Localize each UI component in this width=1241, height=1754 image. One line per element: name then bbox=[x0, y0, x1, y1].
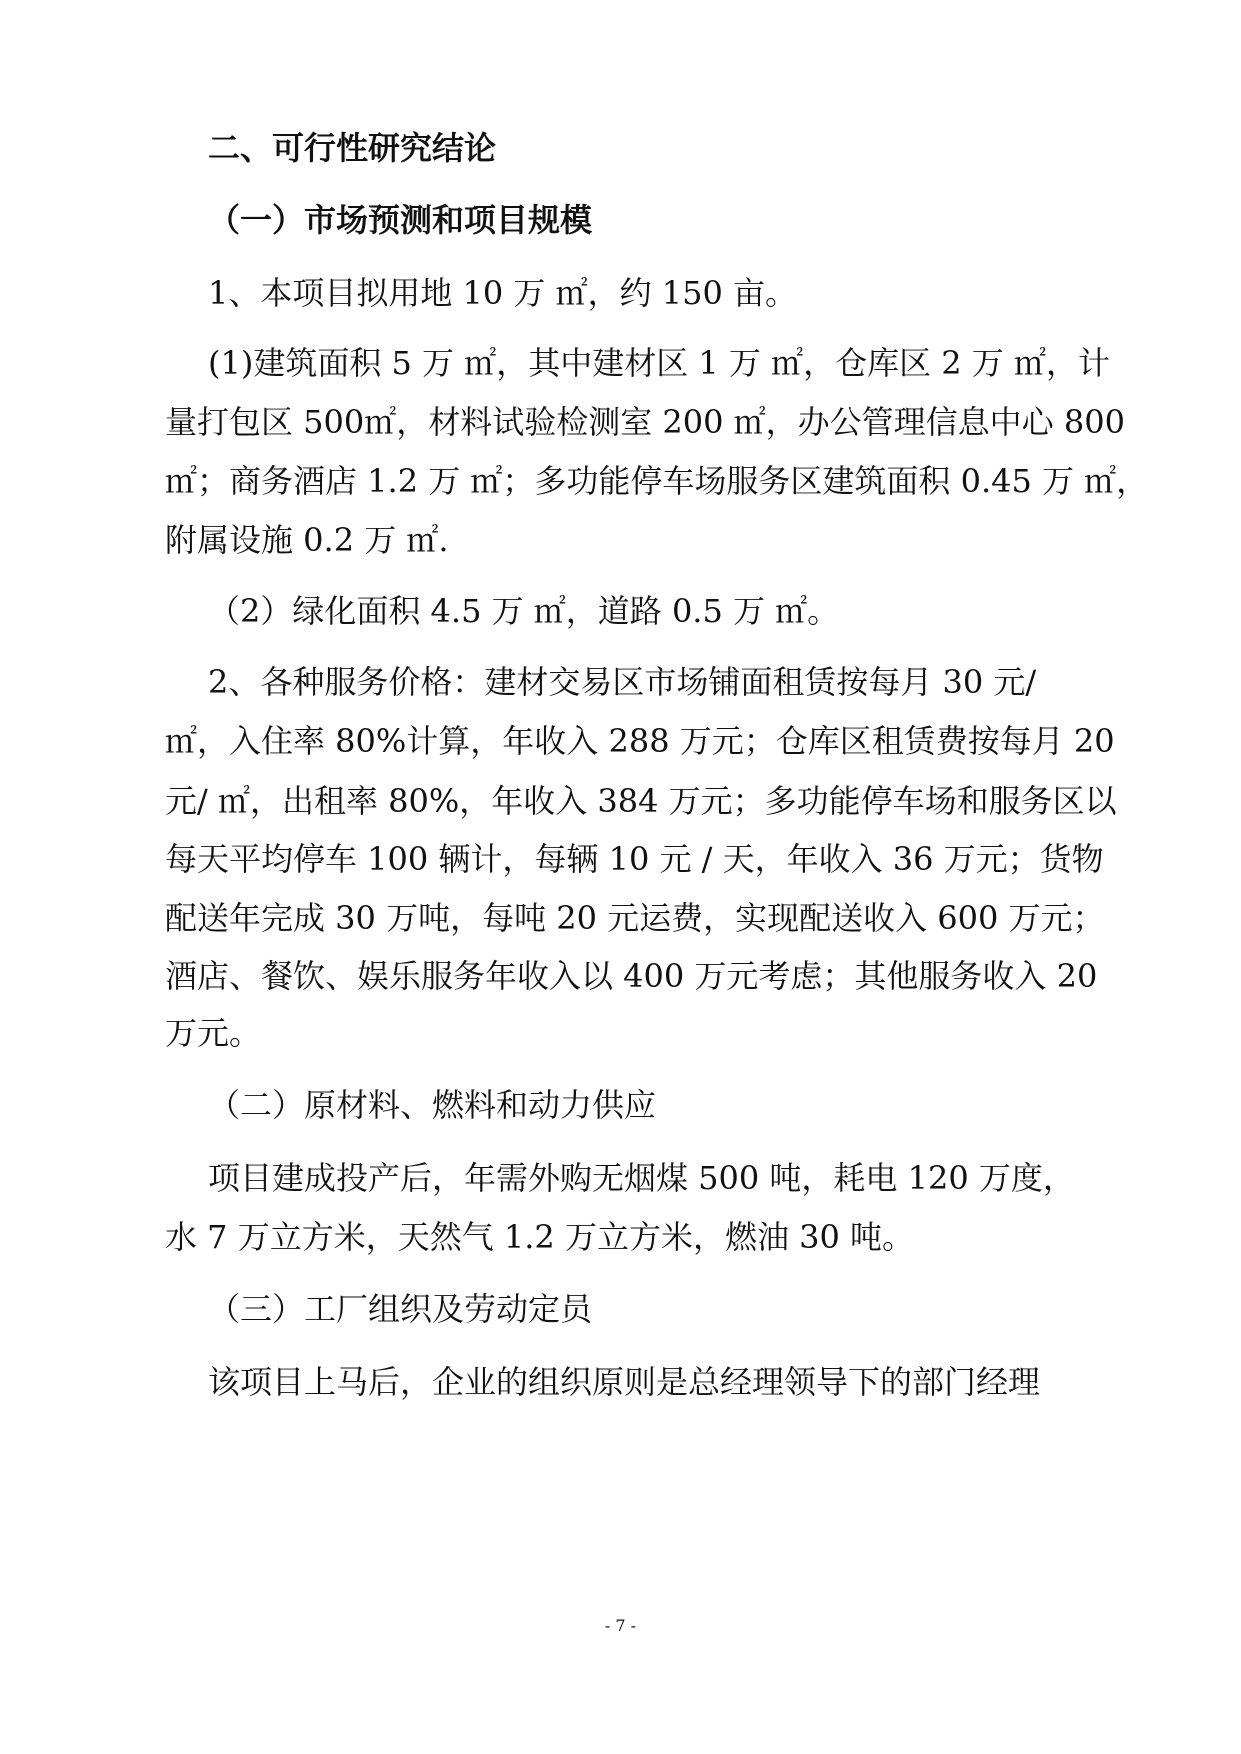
paragraph-line: (1)建筑面积 5 万 ㎡，其中建材区 1 万 ㎡，仓库区 2 万 ㎡，计 bbox=[208, 344, 1110, 382]
section-heading: 二、可行性研究结论 bbox=[208, 129, 497, 167]
paragraph-line: 万元。 bbox=[165, 1014, 262, 1052]
paragraph-line: （2）绿化面积 4.5 万 ㎡，道路 0.5 万 ㎡。 bbox=[208, 592, 840, 630]
paragraph-line: 配送年完成 30 万吨，每吨 20 元运费，实现配送收入 600 万元； bbox=[165, 899, 1105, 937]
paragraph-line: 水 7 万立方米，天然气 1.2 万立方米，燃油 30 吨。 bbox=[165, 1218, 915, 1256]
paragraph-line: 1、本项目拟用地 10 万 ㎡，约 150 亩。 bbox=[208, 274, 798, 312]
subsection-heading: （三）工厂组织及劳动定员 bbox=[208, 1290, 593, 1328]
paragraph-line: 量打包区 500㎡，材料试验检测室 200 ㎡，办公管理信息中心 800 bbox=[165, 403, 1125, 441]
subsection-heading: （一）市场预测和项目规模 bbox=[208, 201, 593, 239]
paragraph-line: 项目建成投产后，年需外购无烟煤 500 吨，耗电 120 万度， bbox=[208, 1159, 1075, 1197]
paragraph-line: 酒店、餐饮、娱乐服务年收入以 400 万元考虑；其他服务收入 20 bbox=[165, 957, 1098, 995]
paragraph-line: 2、各种服务价格：建材交易区市场铺面租赁按每月 30 元/ bbox=[208, 663, 1037, 701]
paragraph-line: 附属设施 0.2 万 ㎡. bbox=[165, 521, 449, 559]
paragraph-line: ㎡，入住率 80%计算，年收入 288 万元；仓库区租赁费按每月 20 bbox=[165, 722, 1115, 760]
paragraph-line: 每天平均停车 100 辆计，每辆 10 元 / 天，年收入 36 万元；货物 bbox=[165, 840, 1104, 878]
paragraph-line: 元/ ㎡，出租率 80%，年收入 384 万元；多功能停车场和服务区以 bbox=[165, 782, 1117, 820]
page-number: - 7 - bbox=[604, 1616, 637, 1635]
paragraph-line: 该项目上马后，企业的组织原则是总经理领导下的部门经理 bbox=[208, 1363, 1041, 1401]
subsection-heading: （二）原材料、燃料和动力供应 bbox=[208, 1086, 657, 1124]
paragraph-line: ㎡；商务酒店 1.2 万 ㎡；多功能停车场服务区建筑面积 0.45 万 ㎡， bbox=[165, 462, 1149, 500]
